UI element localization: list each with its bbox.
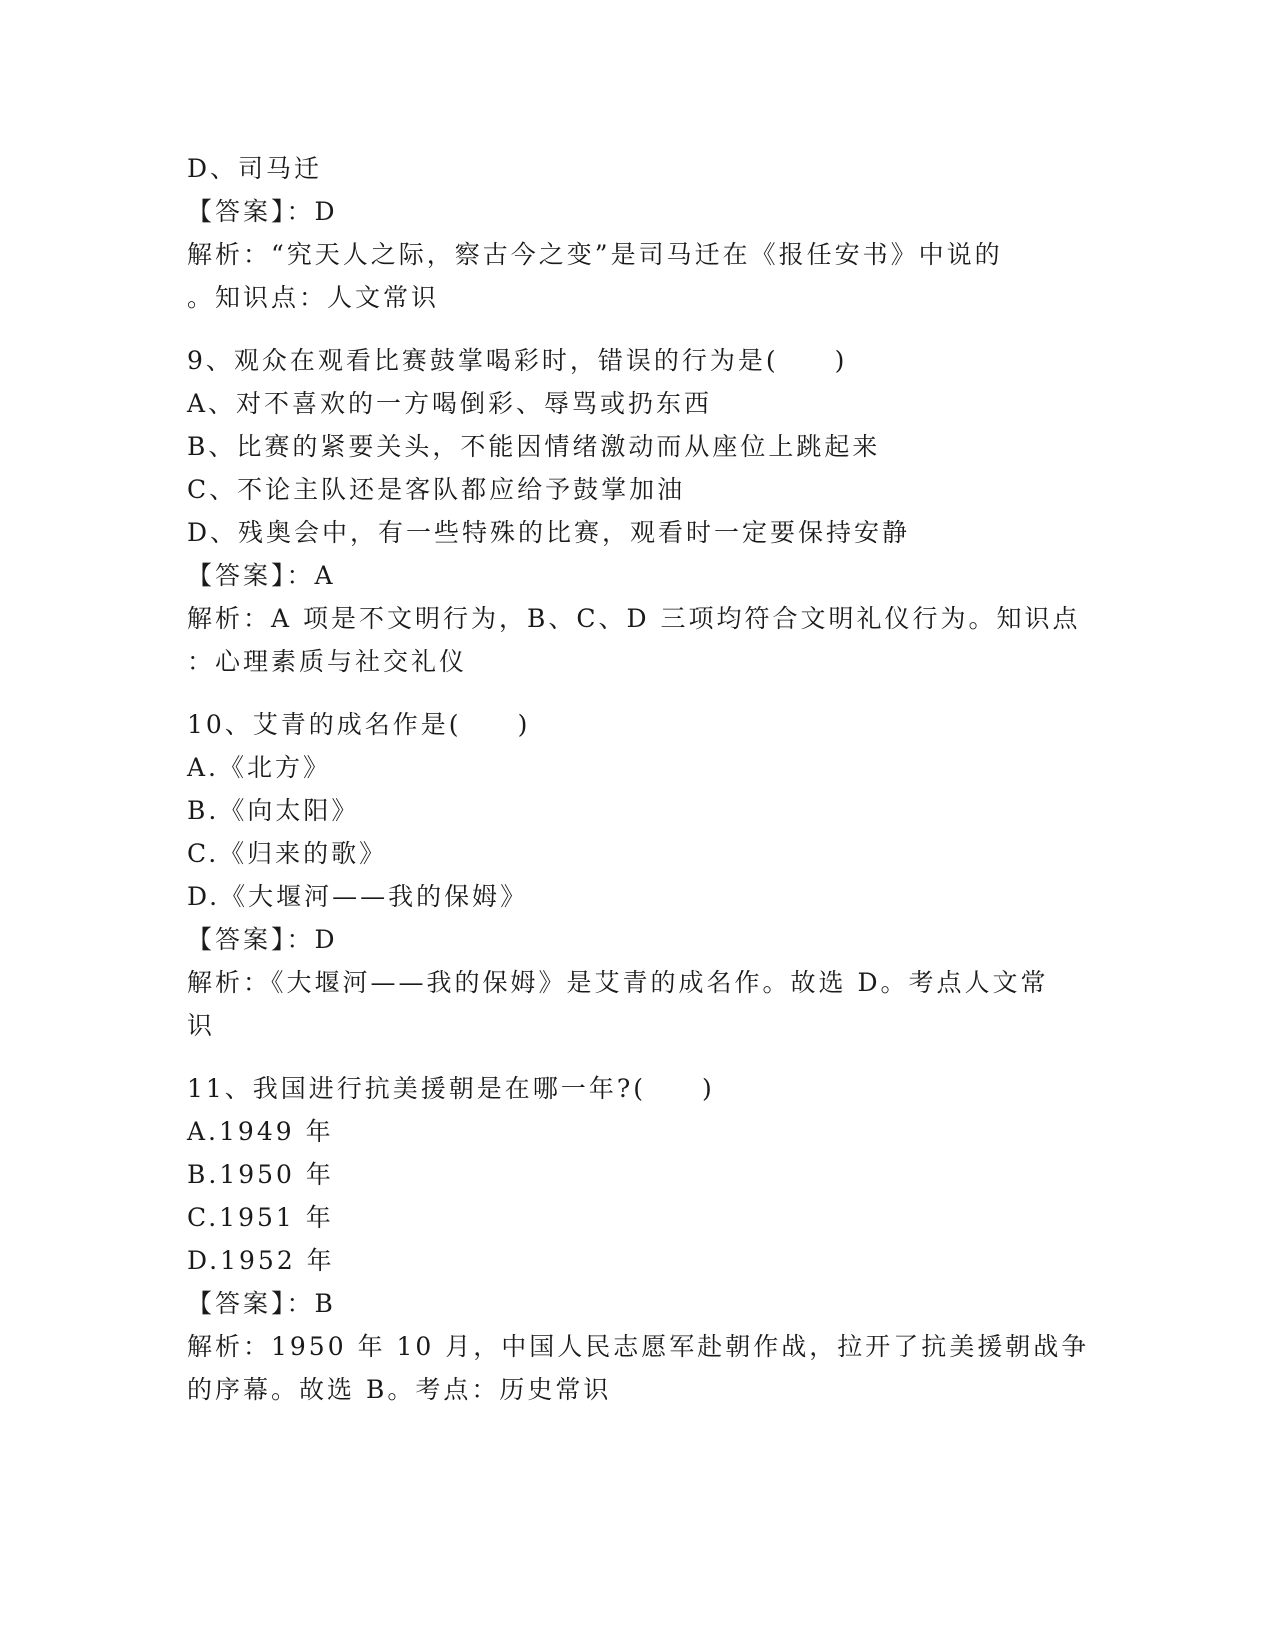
question-title: 9、观众在观看比赛鼓掌喝彩时，错误的行为是( )	[187, 346, 848, 375]
option-d: D.《大堰河——我的保姆》	[187, 882, 529, 911]
analysis-line: 解析：1950 年 10 月，中国人民志愿军赴朝作战，拉开了抗美援朝战争	[187, 1332, 1090, 1361]
analysis-line: 识	[187, 1011, 216, 1040]
option-c: C.《归来的歌》	[187, 839, 388, 868]
question-8-tail	[187, 147, 1087, 319]
analysis-line: 解析：《大堰河——我的保姆》是艾青的成名作。故选 D。考点人文常	[187, 968, 1049, 997]
analysis-line: 。知识点：人文常识	[187, 283, 440, 312]
answer-line: 【答案】：D	[187, 197, 338, 226]
option-a: A.1949 年	[187, 1117, 334, 1146]
question-11	[187, 1067, 1090, 1411]
answer-line: 【答案】：B	[187, 1289, 336, 1318]
analysis-line: ：心理素质与社交礼仪	[187, 647, 468, 676]
answer-line: 【答案】：D	[187, 925, 338, 954]
question-title: 11、我国进行抗美援朝是在哪一年?( )	[187, 1074, 715, 1103]
option-c: C、不论主队还是客队都应给予鼓掌加油	[187, 475, 686, 504]
option-c: C.1951 年	[187, 1203, 334, 1232]
answer-line: 【答案】：A	[187, 561, 336, 590]
question-10	[187, 703, 1087, 1047]
option-b: B、比赛的紧要关头，不能因情绪激动而从座位上跳起来	[187, 432, 881, 461]
exam-page	[187, 147, 1090, 1411]
question-title: 10、艾青的成名作是( )	[187, 710, 531, 739]
option-d: D、残奥会中，有一些特殊的比赛，观看时一定要保持安静	[187, 518, 911, 547]
question-9	[187, 339, 1087, 683]
option-d: D.1952 年	[187, 1246, 335, 1275]
analysis-line: 解析：A 项是不文明行为，B、C、D 三项均符合文明礼仪行为。知识点	[187, 604, 1081, 633]
option-d: D、司马迁	[187, 154, 323, 183]
option-a: A.《北方》	[187, 753, 332, 782]
analysis-line: 解析：“究天人之际，察古今之变”是司马迁在《报任安书》中说的	[187, 240, 1003, 269]
option-b: B.《向太阳》	[187, 796, 360, 825]
option-a: A、对不喜欢的一方喝倒彩、辱骂或扔东西	[187, 389, 713, 418]
analysis-line: 的序幕。故选 B。考点：历史常识	[187, 1375, 612, 1404]
option-b: B.1950 年	[187, 1160, 334, 1189]
